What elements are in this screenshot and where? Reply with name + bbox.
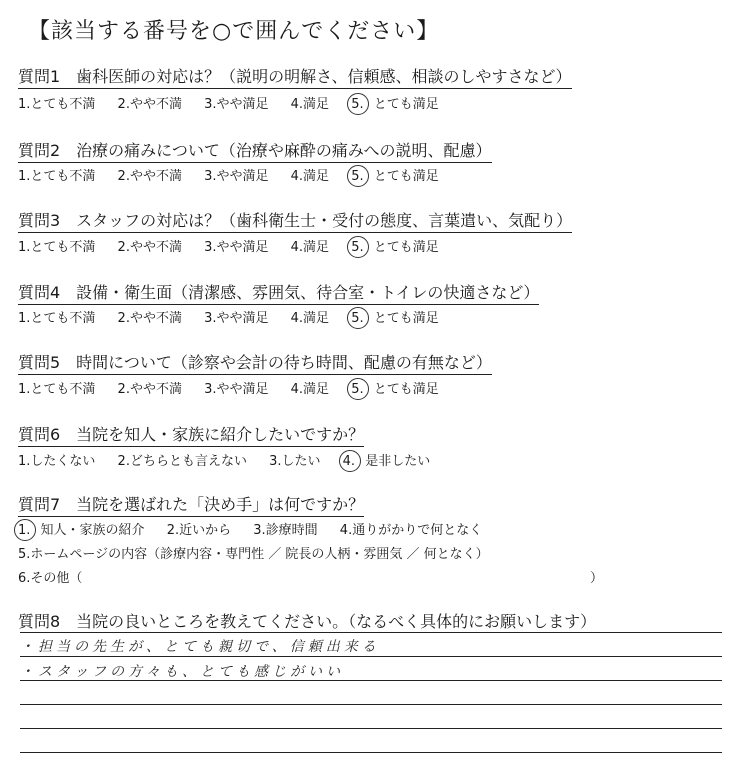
q2-option-3[interactable]: 3.やや満足	[204, 169, 269, 184]
q5-option-2[interactable]: 2.やや不満	[117, 382, 182, 397]
q3-option-1[interactable]: 1.とても不満	[18, 240, 96, 255]
question-3-title: 質問3 スタッフの対応は？（歯科衛生士・受付の態度、言葉遣い、気配り）	[18, 208, 572, 233]
q2-option-5-label: とても満足	[373, 169, 439, 184]
question-4-options	[18, 307, 457, 326]
question-7-options-row1	[18, 519, 500, 538]
question-6-title: 質問6 当院を知人・家族に紹介したいですか？	[18, 422, 364, 447]
q1-option-4[interactable]: 4.満足	[290, 97, 330, 112]
q7-option-4[interactable]: 4.通りがかりで何となく	[339, 523, 483, 538]
question-5-title: 質問5 時間について（診察や会計の待ち時間、配慮の有無など）	[18, 350, 492, 375]
q5-option-5-label: とても満足	[373, 382, 439, 397]
answer-rule-5	[20, 728, 722, 729]
answer-rule-2	[20, 656, 722, 657]
q7-option-3[interactable]: 3.診療時間	[253, 523, 318, 538]
q1-option-5-circled[interactable]: 5.	[351, 97, 364, 112]
handwritten-answer-line-1: ・担当の先生が、とても親切で、信頼出来る	[20, 639, 380, 655]
question-8-title: 質問8 当院の良いところを教えてください。（なるべく具体的にお願いします）	[18, 612, 597, 631]
q3-option-5-circled[interactable]: 5.	[351, 240, 364, 255]
q4-option-1[interactable]: 1.とても不満	[18, 311, 96, 326]
question-2-title: 質問2 治療の痛みについて（治療や麻酔の痛みへの説明、配慮）	[18, 138, 492, 163]
q4-option-4[interactable]: 4.満足	[290, 311, 330, 326]
q3-option-5-label: とても満足	[373, 240, 439, 255]
q2-option-1[interactable]: 1.とても不満	[18, 169, 96, 184]
question-7-title: 質問7 当院を選ばれた「決め手」は何ですか？	[18, 492, 364, 517]
q1-option-2[interactable]: 2.やや不満	[117, 97, 182, 112]
q7-other-close-paren: ）	[590, 571, 604, 586]
question-7-options-row3[interactable]: 6.その他（	[18, 571, 83, 586]
q5-option-1[interactable]: 1.とても不満	[18, 382, 96, 397]
question-1-title: 質問1 歯科医師の対応は？（説明の明解さ、信頼感、相談のしやすさなど）	[18, 64, 572, 89]
q2-option-2[interactable]: 2.やや不満	[117, 169, 182, 184]
q1-option-1[interactable]: 1.とても不満	[18, 97, 96, 112]
q3-option-2[interactable]: 2.やや不満	[117, 240, 182, 255]
q1-option-3[interactable]: 3.やや満足	[204, 97, 269, 112]
q4-option-5-label: とても満足	[373, 311, 439, 326]
q1-option-5-label: とても満足	[373, 97, 439, 112]
q7-option-2[interactable]: 2.近いから	[166, 523, 232, 538]
q5-option-5-circled[interactable]: 5.	[351, 382, 364, 397]
question-7-options-row2[interactable]: 5.ホームページの内容（診療内容・専門性 ／ 院長の人柄・雰囲気 ／ 何となく）	[18, 547, 489, 562]
q6-option-3[interactable]: 3.したい	[269, 454, 321, 469]
answer-rule-1	[20, 632, 722, 633]
q5-option-3[interactable]: 3.やや満足	[204, 382, 269, 397]
q6-option-2[interactable]: 2.どちらとも言えない	[117, 454, 247, 469]
question-2-options	[18, 165, 457, 184]
q2-option-4[interactable]: 4.満足	[290, 169, 330, 184]
q4-option-5-circled[interactable]: 5.	[351, 311, 364, 326]
q6-option-4-label: 是非したい	[365, 454, 431, 469]
q6-option-1[interactable]: 1.したくない	[18, 454, 96, 469]
question-4-title: 質問4 設備・衛生面（清潔感、雰囲気、待合室・トイレの快適さなど）	[18, 280, 539, 305]
q7-option-1-label: 知人・家族の紹介	[40, 523, 145, 538]
q2-option-5-circled[interactable]: 5.	[351, 169, 364, 184]
handwritten-answer-line-2: ・スタッフの方々も、とても感じがいい	[20, 664, 344, 680]
answer-rule-6	[20, 752, 722, 753]
question-1-options	[18, 93, 457, 112]
q4-option-2[interactable]: 2.やや不満	[117, 311, 182, 326]
q3-option-3[interactable]: 3.やや満足	[204, 240, 269, 255]
q4-option-3[interactable]: 3.やや満足	[204, 311, 269, 326]
answer-rule-4	[20, 704, 722, 705]
instructions-header: 【該当する番号を○で囲んでください】	[28, 19, 440, 44]
question-6-options	[18, 450, 448, 469]
question-5-options	[18, 378, 457, 397]
q7-option-1-circled[interactable]: 1.	[18, 523, 31, 538]
q5-option-4[interactable]: 4.満足	[290, 382, 330, 397]
question-3-options	[18, 236, 457, 255]
q3-option-4[interactable]: 4.満足	[290, 240, 330, 255]
q6-option-4-circled[interactable]: 4.	[342, 454, 356, 469]
